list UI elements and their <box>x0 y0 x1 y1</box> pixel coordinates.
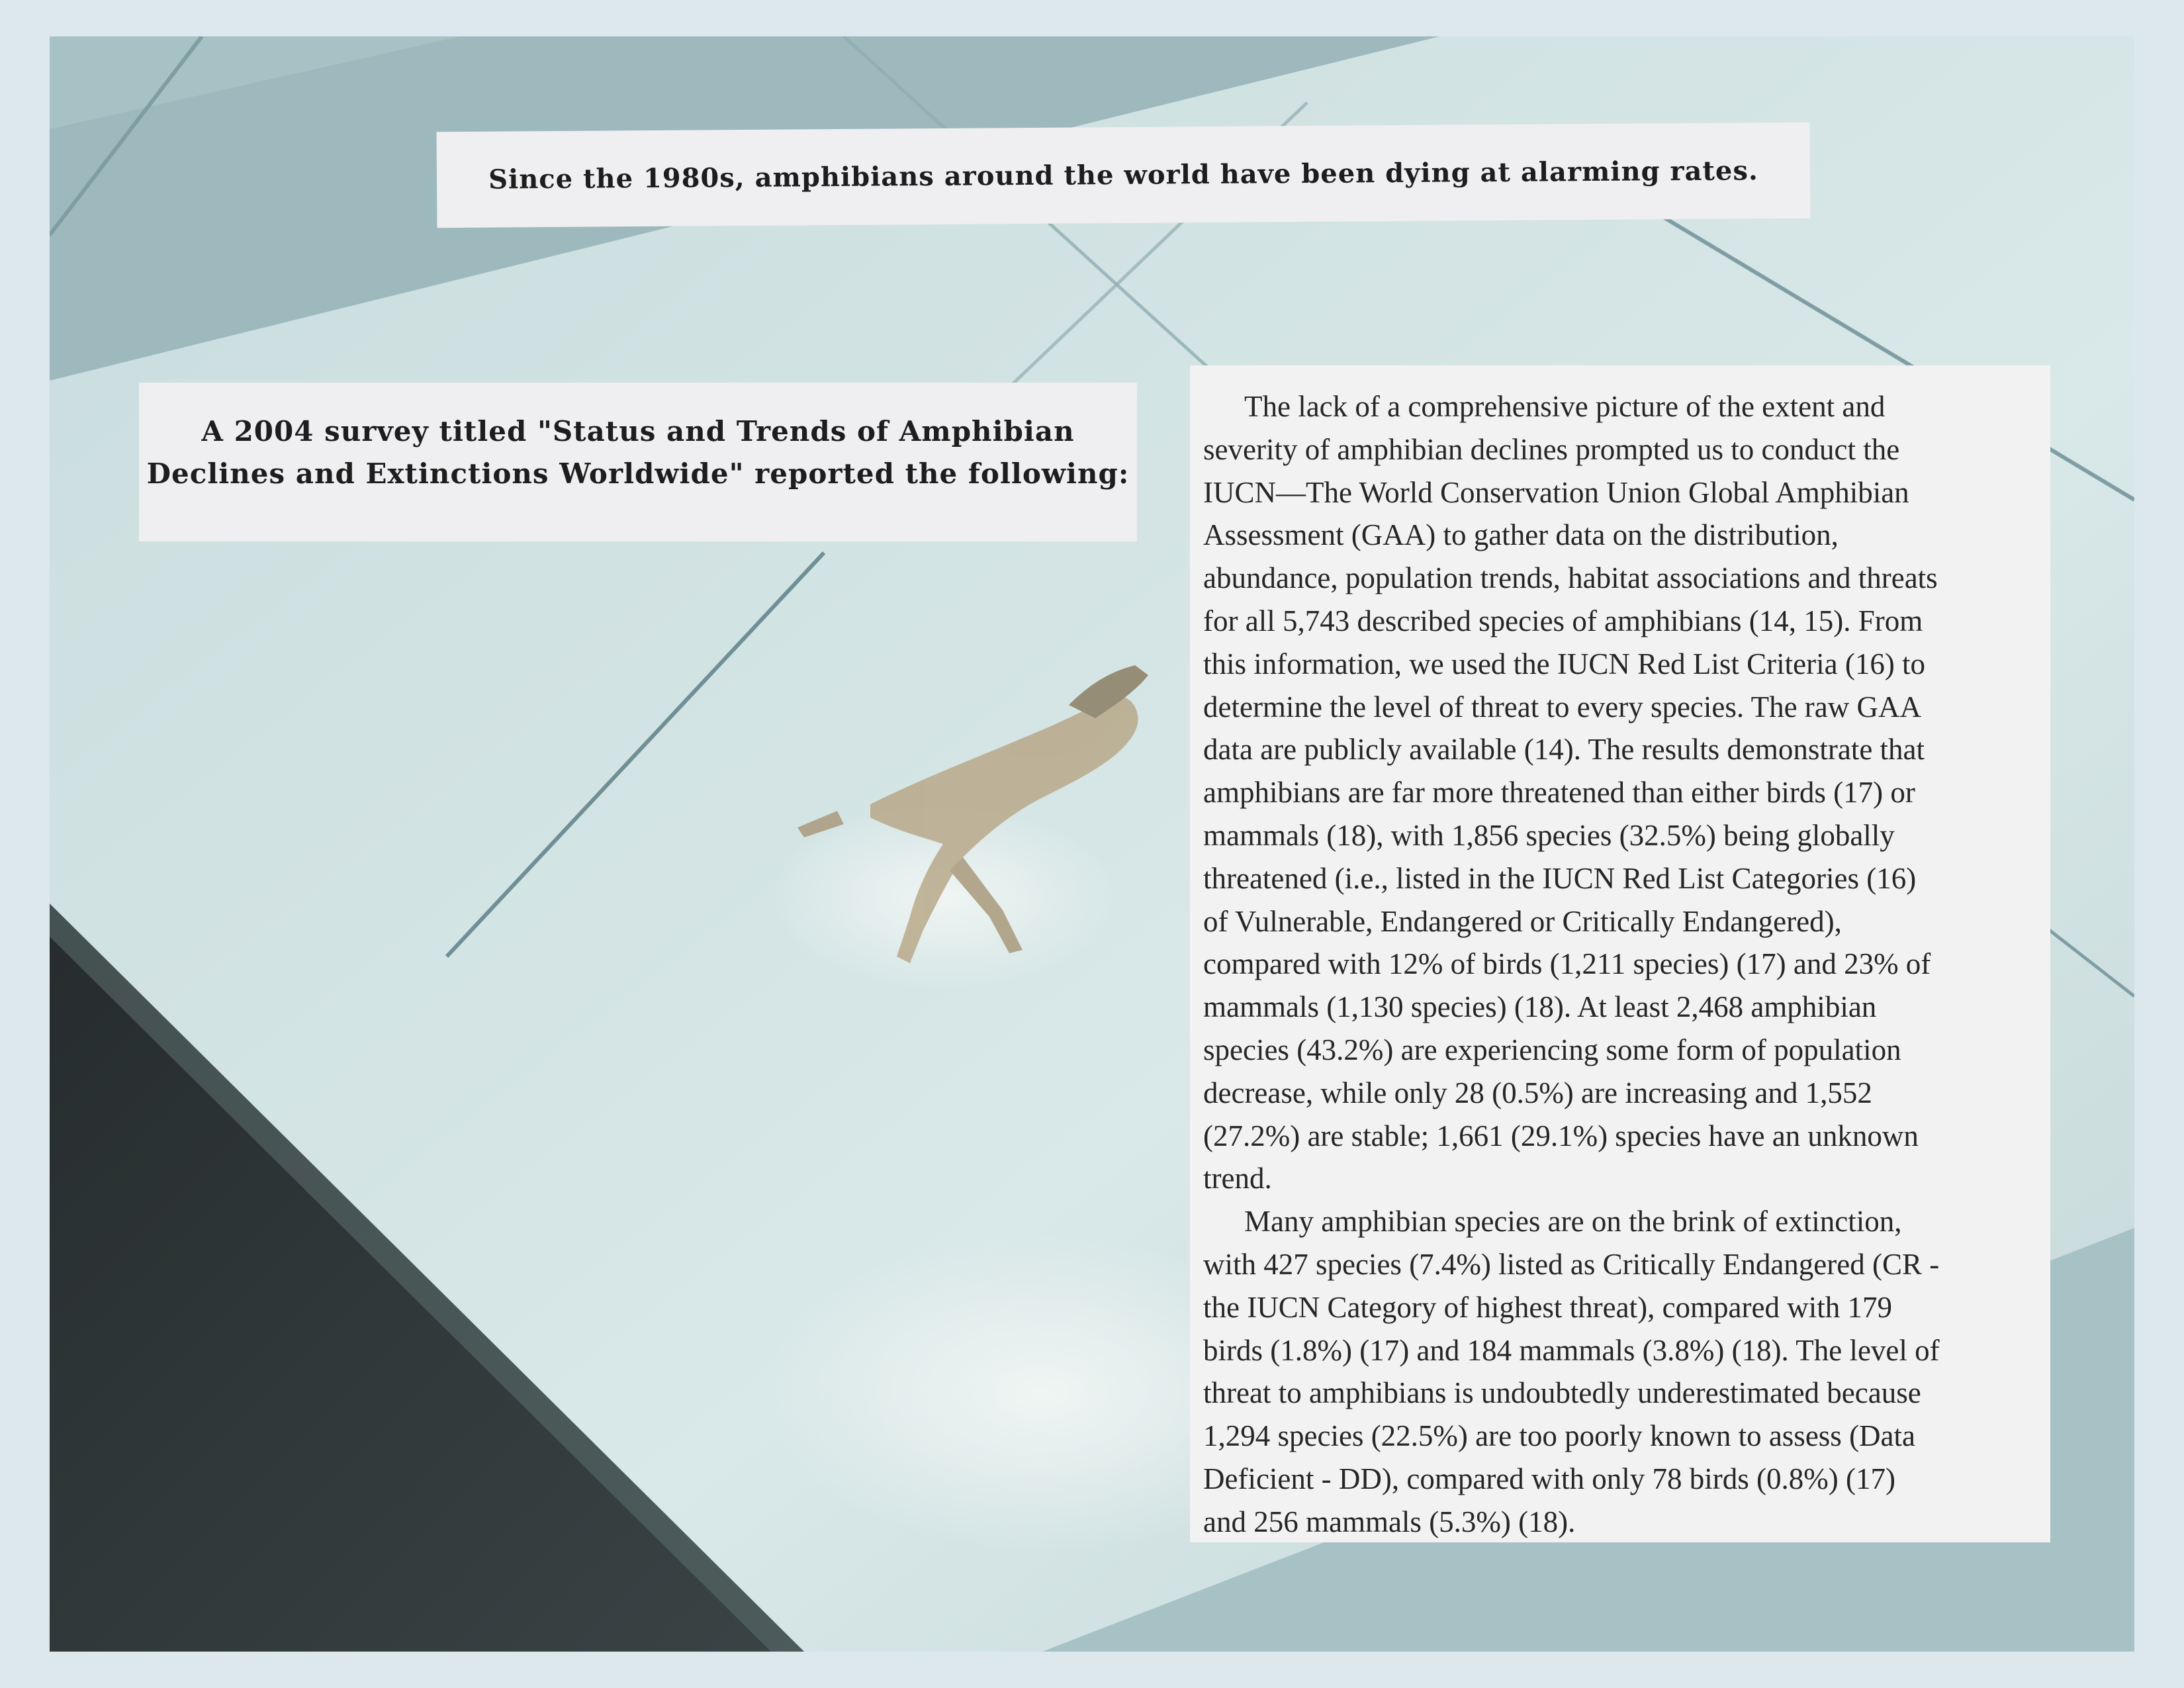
excerpt-line: Assessment (GAA) to gather data on the distribution, <box>1203 518 1839 552</box>
excerpt-line: the IUCN Category of highest threat), compared with 179 <box>1203 1290 1892 1324</box>
excerpt-line: threatened (i.e., listed in the IUCN Red List Categories (16) <box>1203 861 1917 895</box>
excerpt-line: mammals (18), with 1,856 species (32.5%) being globally <box>1203 818 1895 852</box>
excerpt-line: (27.2%) are stable; 1,661 (29.1%) species have an unknown <box>1203 1119 1919 1152</box>
excerpt-line: and 256 mammals (5.3%) (18). <box>1203 1505 1576 1538</box>
excerpt-line: IUCN—The World Conservation Union Global Amphibian <box>1203 475 1909 509</box>
excerpt-line: birds (1.8%) (17) and 184 mammals (3.8%) (18). The level of <box>1203 1333 1940 1367</box>
excerpt-line: 1,294 species (22.5%) are too poorly known to assess (Data <box>1203 1419 1916 1453</box>
intro-caption: Since the 1980s, amphibians around the world have been dying at alarming rates. <box>437 122 1811 228</box>
excerpt-line: decrease, while only 28 (0.5%) are increasing and 1,552 <box>1203 1076 1872 1109</box>
excerpt-line: Many amphibian species are on the brink of extinction, <box>1244 1205 1902 1239</box>
excerpt-line: species (43.2%) are experiencing some form of population <box>1203 1033 1901 1066</box>
excerpt-line: with 427 species (7.4%) listed as Critically Endangered (CR - <box>1203 1247 1940 1281</box>
survey-excerpt <box>1190 365 2050 1542</box>
excerpt-line: severity of amphibian declines prompted us to conduct the <box>1203 432 1900 466</box>
excerpt-line: The lack of a comprehensive picture of the extent and <box>1244 390 1886 423</box>
excerpt-line: mammals (1,130 species) (18). At least 2,468 amphibian <box>1203 990 1877 1024</box>
excerpt-line: abundance, population trends, habitat associations and threats <box>1203 561 1938 595</box>
excerpt-line: threat to amphibians is undoubtedly underestimated because <box>1203 1376 1921 1410</box>
excerpt-line: of Vulnerable, Endangered or Critically Endangered), <box>1203 904 1842 938</box>
excerpt-line: this information, we used the IUCN Red List Criteria (16) to <box>1203 647 1926 680</box>
excerpt-line: compared with 12% of birds (1,211 species) (17) and 23% of <box>1203 947 1931 981</box>
excerpt-line: determine the level of threat to every species. The raw GAA <box>1203 690 1921 724</box>
survey-caption <box>139 383 1137 541</box>
survey-caption-line-1: A 2004 survey titled "Status and Trends of Amphibian <box>201 415 1075 447</box>
excerpt-line: data are publicly available (14). The results demonstrate that <box>1203 733 1925 767</box>
excerpt-line: for all 5,743 described species of amphibians (14, 15). From <box>1203 604 1923 637</box>
excerpt-line: trend. <box>1203 1162 1272 1196</box>
survey-caption-line-2: Declines and Extinctions Worldwide" reported the following: <box>146 457 1130 490</box>
excerpt-line: Deficient - DD), compared with only 78 birds (0.8%) (17) <box>1203 1462 1895 1495</box>
excerpt-line: amphibians are far more threatened than either birds (17) or <box>1203 776 1915 810</box>
